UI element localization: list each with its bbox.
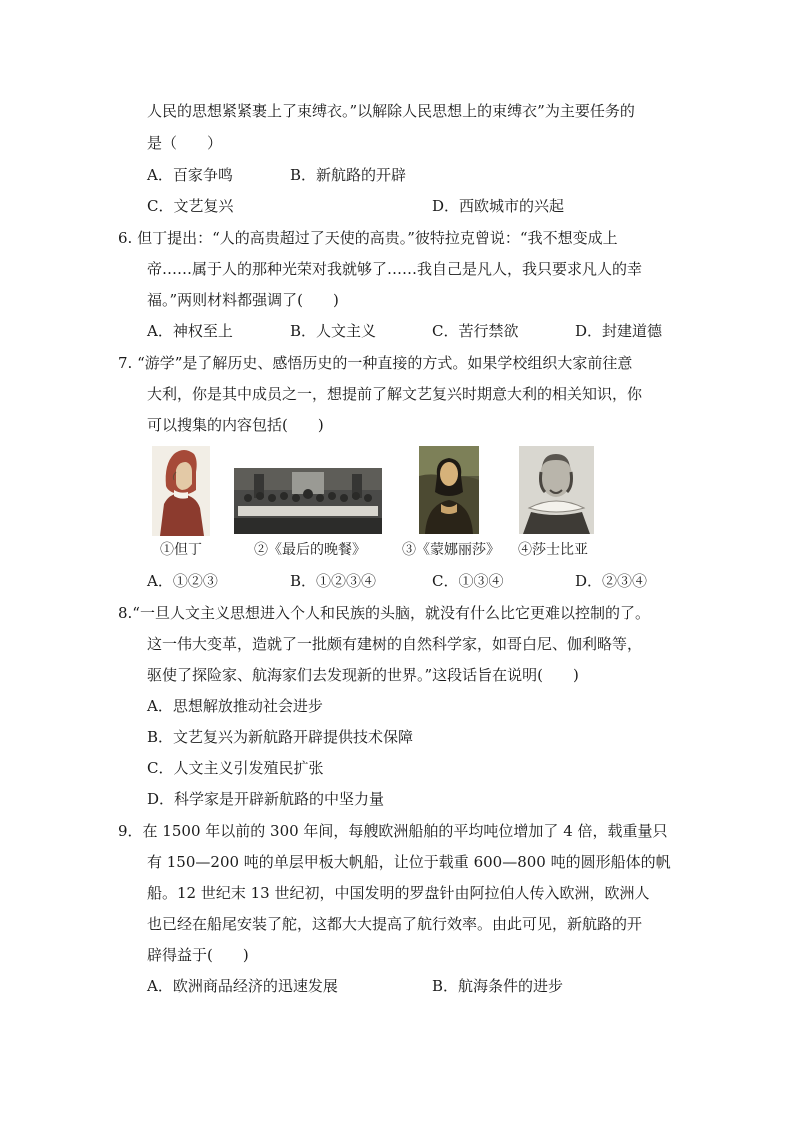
q8-stem-line1: 8.“一旦人文主义思想进入个人和民族的头脑，就没有什么比它更难以控制的了。: [118, 604, 650, 622]
q6-stem-line2: 帝……属于人的那种光荣对我就够了……我自己是凡人，我只要求凡人的幸: [147, 260, 643, 278]
dante-portrait-image: [152, 446, 210, 536]
q8-option-d[interactable]: D．科学家是开辟新航路的中坚力量: [147, 790, 385, 808]
q6-option-c[interactable]: C．苦行禁欲: [432, 322, 519, 340]
q9-stem-line3: 船。12 世纪末 13 世纪初，中国发明的罗盘针由阿拉伯人传入欧洲，欧洲人: [147, 884, 650, 902]
q6-option-a[interactable]: A．神权至上: [147, 322, 233, 340]
q5-stem-line2: 是（ ）: [147, 134, 223, 152]
q6-stem-line3: 福。”两则材料都强调了( ): [147, 291, 339, 309]
mona-lisa-image: [419, 446, 479, 534]
caption-last-supper: ②《最后的晚餐》: [254, 542, 366, 558]
q7-option-c[interactable]: C．①③④: [432, 572, 504, 590]
q8-stem-line3: 驱使了探险家、航海家们去发现新的世界。”这段话旨在说明( ): [147, 666, 579, 684]
q6-option-b[interactable]: B．人文主义: [290, 322, 377, 340]
q7-option-d[interactable]: D．②③④: [575, 572, 648, 590]
caption-dante: ①但丁: [160, 542, 202, 558]
q9-stem-line5: 辟得益于( ): [147, 946, 249, 964]
q9-option-b[interactable]: B．航海条件的进步: [432, 977, 564, 995]
caption-shakespeare: ④莎士比亚: [518, 542, 588, 558]
q5-option-b[interactable]: B．新航路的开辟: [290, 166, 407, 184]
q5-option-d[interactable]: D．西欧城市的兴起: [432, 197, 565, 215]
q7-stem-line3: 可以搜集的内容包括( ): [147, 416, 324, 434]
q5-option-a[interactable]: A．百家争鸣: [147, 166, 233, 184]
q6-stem-line1: 6. 但丁提出：“人的高贵超过了天使的高贵。”彼特拉克曾说：“我不想变成上: [118, 229, 618, 247]
q9-stem-line2: 有 150—200 吨的单层甲板大帆船，让位于载重 600—800 吨的圆形船体的帆: [147, 853, 671, 871]
q8-option-a[interactable]: A．思想解放推动社会进步: [147, 697, 323, 715]
q7-option-a[interactable]: A．①②③: [147, 572, 218, 590]
q7-option-b[interactable]: B．①②③④: [290, 572, 377, 590]
last-supper-image: [234, 468, 382, 534]
q6-option-d[interactable]: D．封建道德: [575, 322, 663, 340]
q7-stem-line2: 大利，你是其中成员之一，想提前了解文艺复兴时期意大利的相关知识，你: [147, 385, 643, 403]
shakespeare-portrait-image: [519, 446, 594, 534]
q8-option-c[interactable]: C．人文主义引发殖民扩张: [147, 759, 324, 777]
q5-option-c[interactable]: C．文艺复兴: [147, 197, 234, 215]
q8-stem-line2: 这一伟大变革，造就了一批颇有建树的自然科学家，如哥白尼、伽利略等，: [147, 635, 643, 653]
q8-option-b[interactable]: B．文艺复兴为新航路开辟提供技术保障: [147, 728, 414, 746]
q9-stem-line1: 9．在 1500 年以前的 300 年间，每艘欧洲船舶的平均吨位增加了 4 倍，载重量只: [118, 822, 668, 840]
q7-stem-line1: 7. “游学”是了解历史、感悟历史的一种直接的方式。如果学校组织大家前往意: [118, 354, 633, 372]
q9-option-a[interactable]: A．欧洲商品经济的迅速发展: [147, 977, 338, 995]
q9-stem-line4: 也已经在船尾安装了舵，这都大大提高了航行效率。由此可见，新航路的开: [147, 915, 643, 933]
caption-mona-lisa: ③《蒙娜丽莎》: [402, 542, 500, 558]
q5-stem-line1: 人民的思想紧紧裹上了束缚衣。”以解除人民思想上的束缚衣”为主要任务的: [147, 102, 635, 120]
